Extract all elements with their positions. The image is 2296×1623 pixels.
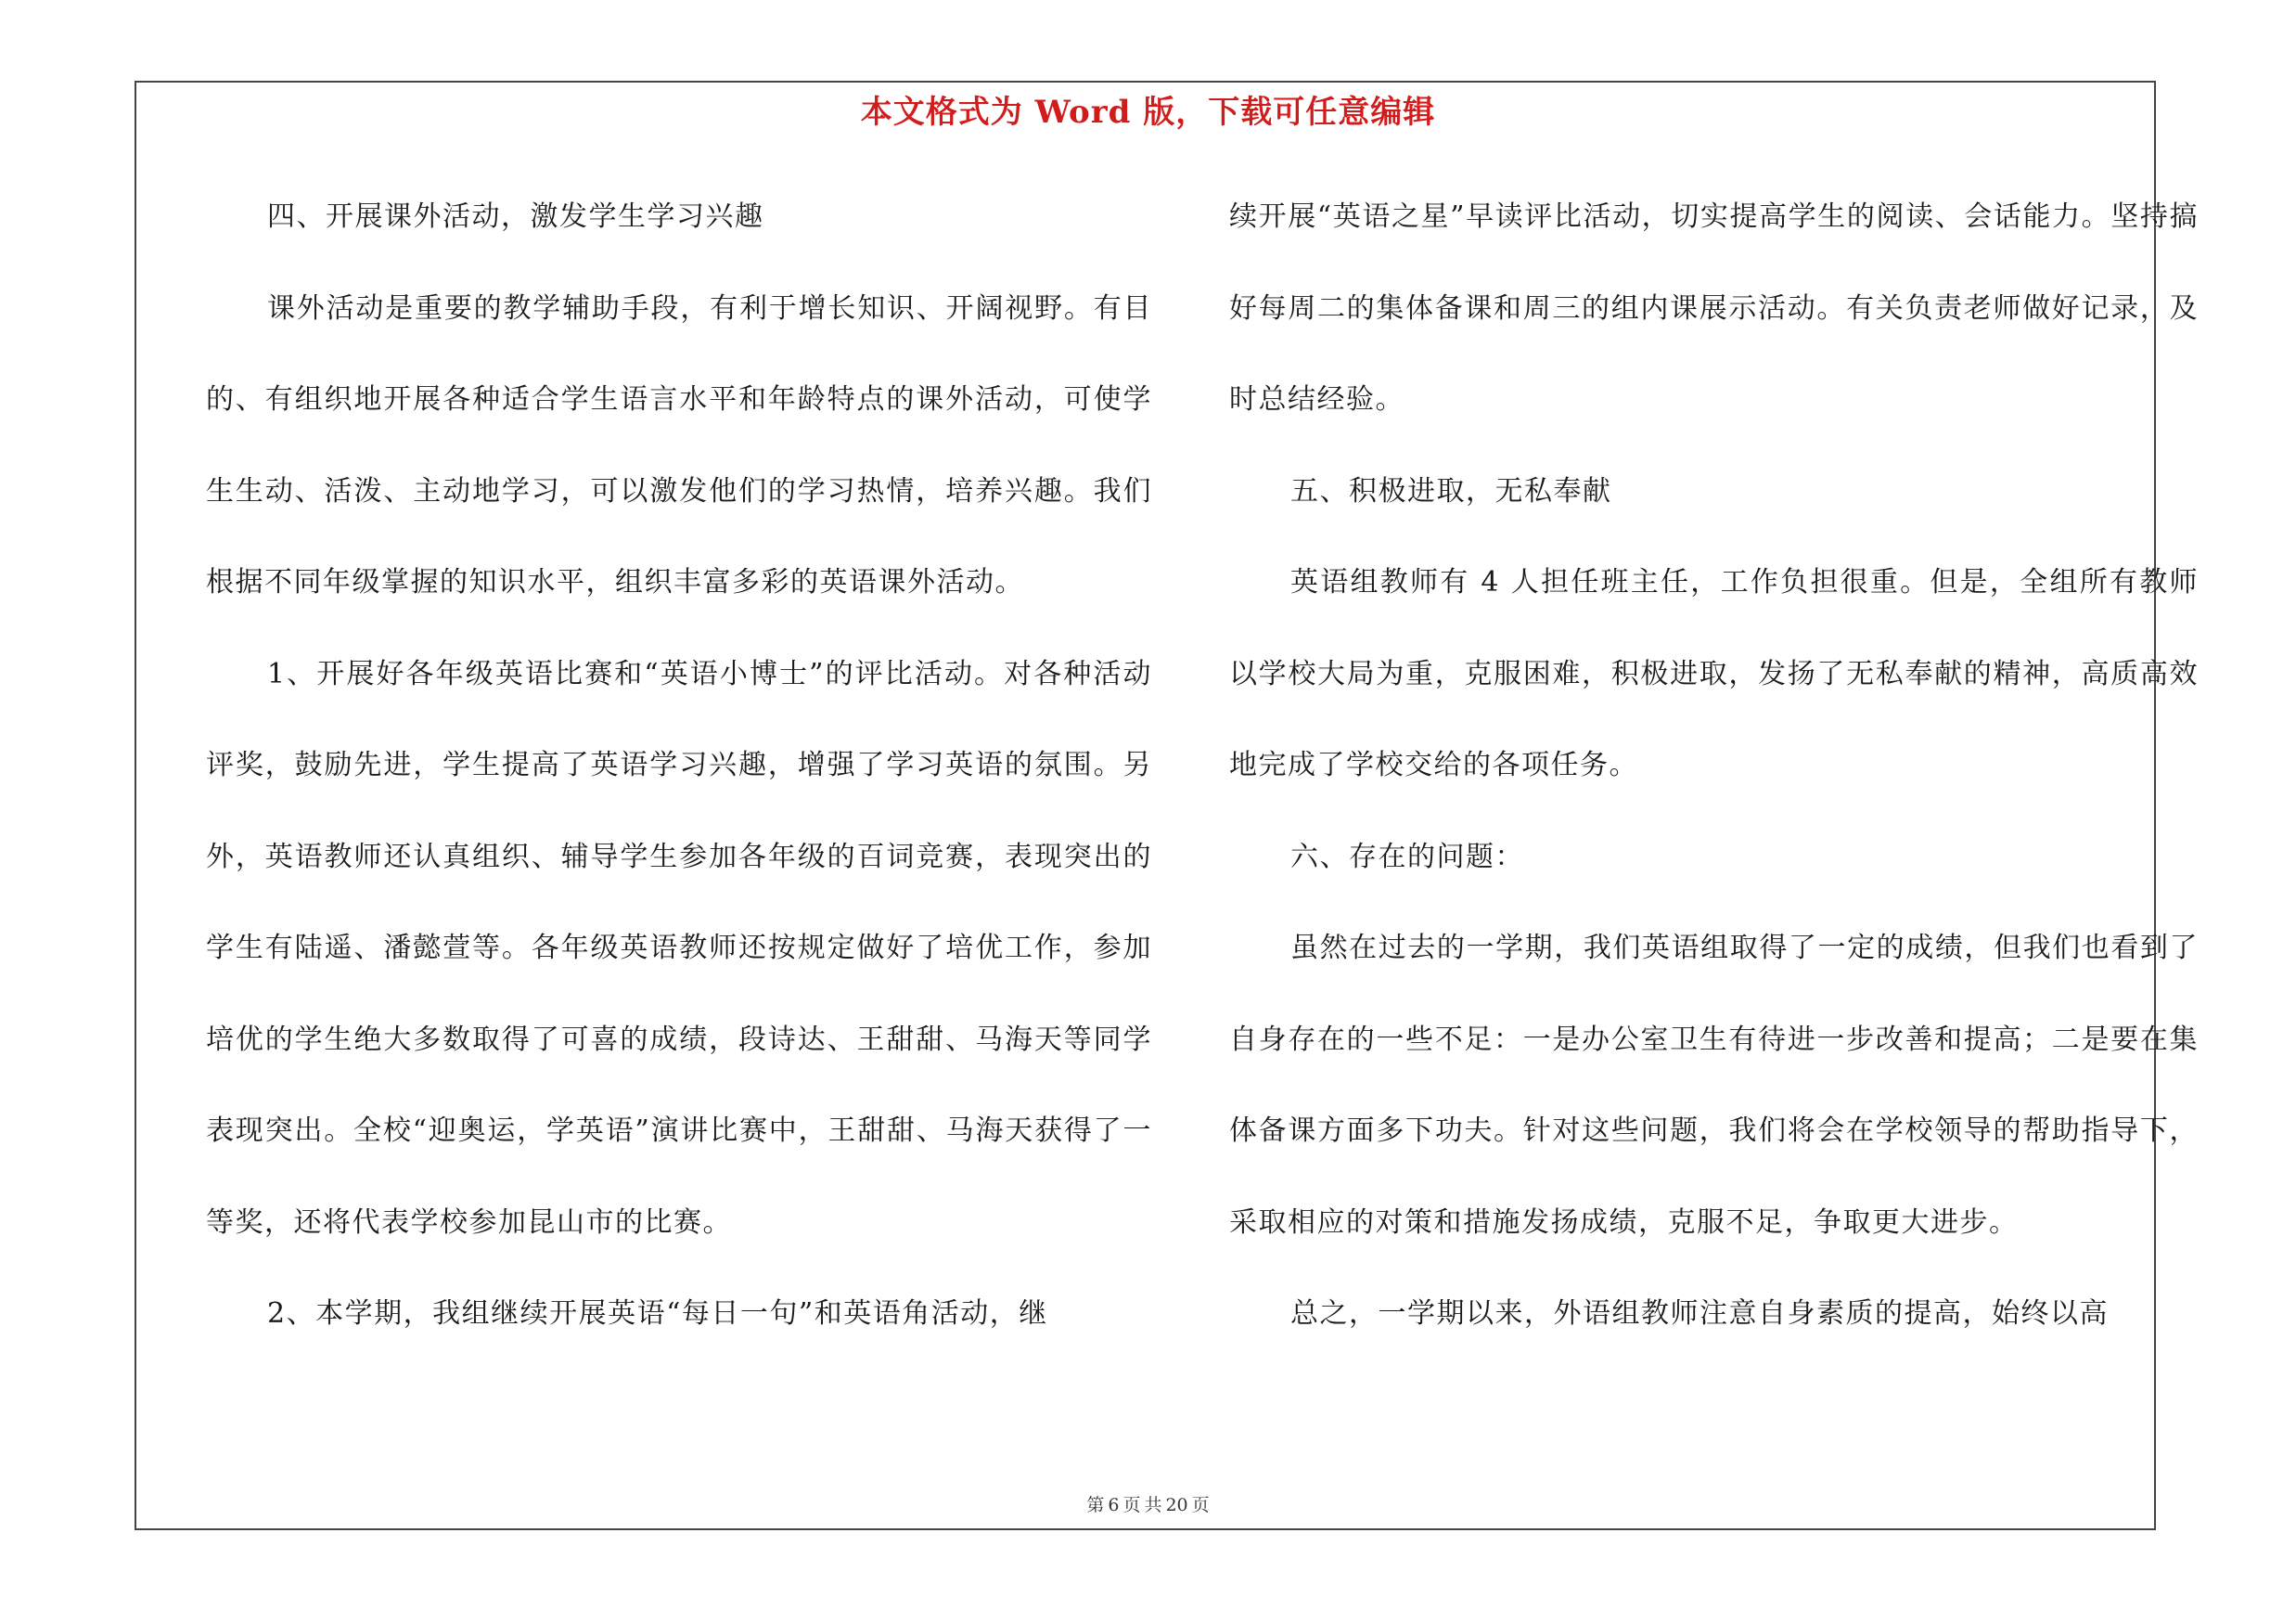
paragraph: 续开展“英语之星”早读评比活动，切实提高学生的阅读、会话能力。坚持搞好每周二的集体备课和周三的组内课展示活动。有关负责老师做好记录，及时总结经验。 xyxy=(1229,200,2199,416)
footer-total-word: 共 xyxy=(1144,1495,1162,1515)
section-heading-6: 六、存在的问题： xyxy=(1290,840,1524,873)
paragraph: 英语组教师有 4 人担任班主任，工作负担很重。但是，全组所有教师以学校大局为重，克服困难，积极进取，发扬了无私奉献的精神，高质高效地完成了学校交给的各项任务。 xyxy=(1229,566,2199,781)
current-page-number: 6 xyxy=(1108,1495,1120,1515)
format-banner: 本文格式为 Word 版，下载可任意编辑 xyxy=(860,94,1436,131)
footer-prefix: 第 xyxy=(1086,1495,1105,1515)
right-column xyxy=(1229,172,2199,1360)
section-heading-4: 四、开展课外活动，激发学生学习兴趣 xyxy=(267,200,764,233)
footer-suffix: 页 xyxy=(1191,1495,1210,1515)
page-number-footer xyxy=(0,1491,2296,1516)
footer-page-word: 页 xyxy=(1122,1495,1141,1515)
total-pages-number: 20 xyxy=(1165,1495,1188,1515)
paragraph: 课外活动是重要的教学辅助手段，有利于增长知识、开阔视野。有目的、有组织地开展各种适合学生语言水平和年龄特点的课外活动，可使学生生动、活泼、主动地学习，可以激发他们的学习热情，培养兴趣。我们根据不同年级掌握的知识水平，组织丰富多彩的英语课外活动。 xyxy=(206,291,1152,599)
paragraph: 虽然在过去的一学期，我们英语组取得了一定的成绩，但我们也看到了自身存在的一些不足：一是办公室卫生有待进一步改善和提高；二是要在集体备课方面多下功夫。针对这些问题，我们将会在学校领导的帮助指导下，采取相应的对策和措施发扬成绩，克服不足，争取更大进步。 xyxy=(1229,932,2199,1239)
left-column xyxy=(206,172,1152,1360)
section-heading-5: 五、积极进取，无私奉献 xyxy=(1290,474,1612,508)
paragraph: 2、本学期，我组继续开展英语“每日一句”和英语角活动，继 xyxy=(267,1297,1048,1330)
paragraph: 1、开展好各年级英语比赛和“英语小博士”的评比活动。对各种活动评奖，鼓励先进，学生提高了英语学习兴趣，增强了学习英语的氛围。另外，英语教师还认真组织、辅导学生参加各年级的百词竞赛，表现突出的学生有陆遥、潘懿萱等。各年级英语教师还按规定做好了培优工作，参加培优的学生绝大多数取得了可喜的成绩，段诗达、王甜甜、马海天等同学表现突出。全校“迎奥运，学英语”演讲比赛中，王甜甜、马海天获得了一等奖，还将代表学校参加昆山市的比赛。 xyxy=(206,657,1152,1239)
paragraph: 总之，一学期以来，外语组教师注意自身素质的提高，始终以高 xyxy=(1290,1297,2109,1330)
